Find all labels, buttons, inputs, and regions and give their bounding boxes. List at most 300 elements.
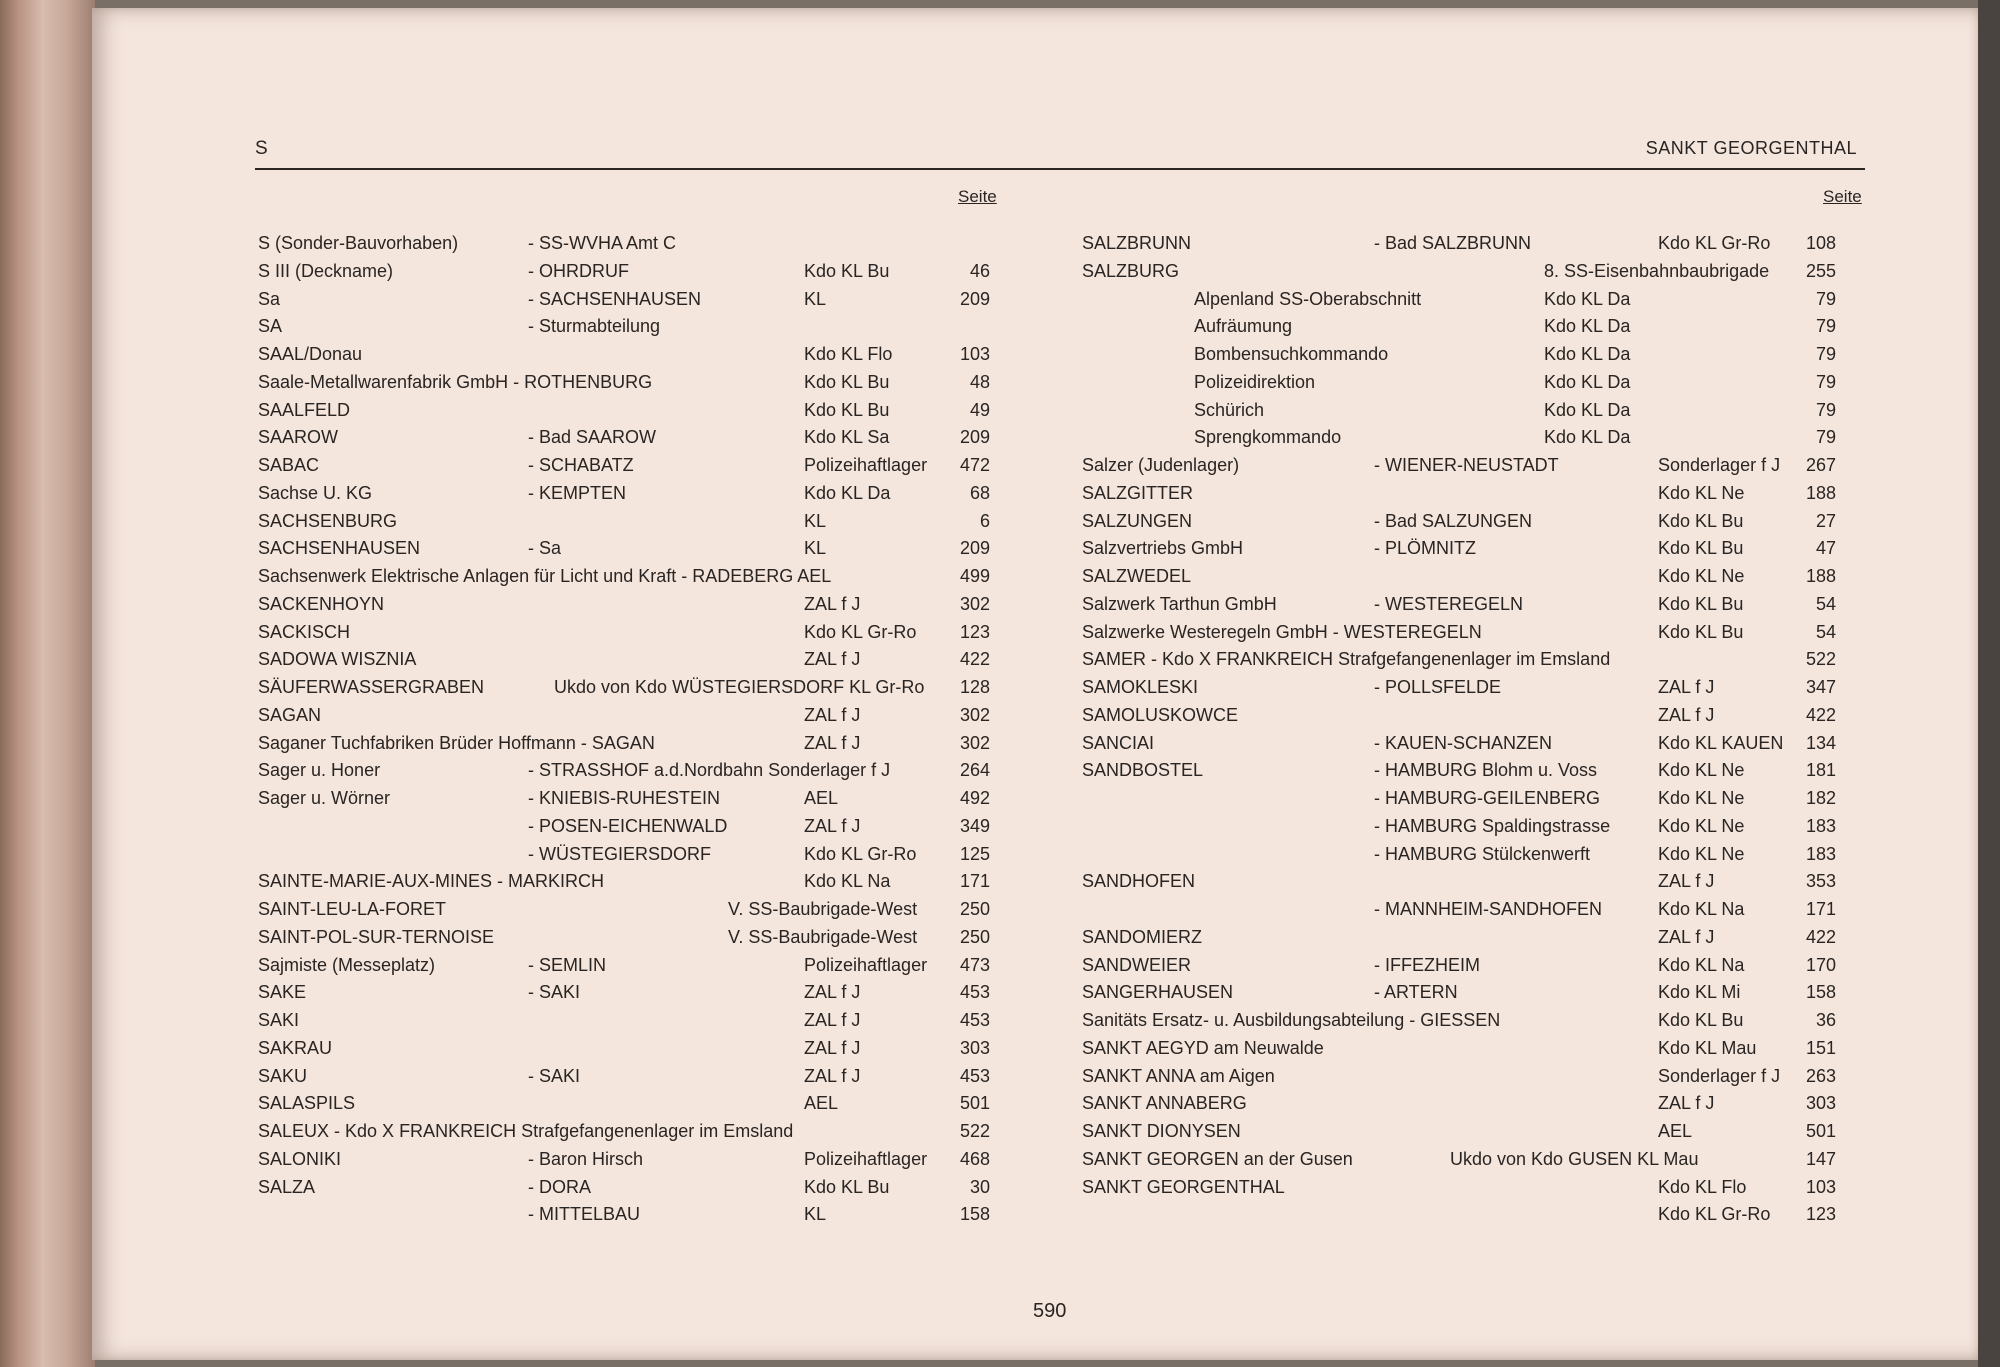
entry-page: 453 bbox=[959, 1010, 990, 1030]
entry-name: Sanitäts Ersatz- u. Ausbildungsabteilung - GIESSEN bbox=[1082, 1010, 1501, 1030]
index-entry bbox=[258, 1093, 1018, 1121]
entry-unit: KL bbox=[804, 510, 827, 531]
index-entry bbox=[258, 1204, 1018, 1232]
entry-name: SALZUNGEN bbox=[1082, 510, 1193, 531]
index-entry bbox=[258, 927, 1018, 955]
entry-page: 68 bbox=[969, 482, 990, 503]
index-entry bbox=[1082, 927, 1882, 955]
index-entry bbox=[1082, 733, 1882, 761]
entry-page: 103 bbox=[1805, 1176, 1836, 1197]
index-entry bbox=[258, 1066, 1018, 1094]
entry-unit: ZAL f J bbox=[1658, 1093, 1715, 1114]
entry-page: 209 bbox=[959, 288, 990, 309]
entry-name: SANKT AEGYD am Neuwalde bbox=[1082, 1037, 1324, 1058]
entry-name: Sa bbox=[258, 288, 281, 309]
index-entry bbox=[1082, 871, 1882, 899]
entry-name: Saale-Metallwarenfabrik GmbH - ROTHENBURG bbox=[258, 371, 653, 392]
entry-name: SACKISCH bbox=[258, 621, 351, 642]
entry-name: SAINTE-MARIE-AUX-MINES - MARKIRCH bbox=[258, 871, 605, 892]
entry-unit: Kdo KL Da bbox=[804, 482, 891, 503]
entry-name: SAALFELD bbox=[258, 399, 351, 420]
index-entry bbox=[258, 594, 1018, 622]
entry-place: - WIENER-NEUSTADT bbox=[1374, 455, 1559, 475]
page-right-edge bbox=[1978, 0, 2000, 1367]
entry-name: Salzwerke Westeregeln GmbH - WESTEREGELN bbox=[1082, 621, 1482, 642]
seite-label-right: Seite bbox=[1823, 187, 1862, 206]
entry-unit: AEL bbox=[804, 1093, 839, 1114]
entry-name: SANKT GEORGEN an der Gusen bbox=[1082, 1148, 1353, 1169]
entry-unit: Kdo KL Bu bbox=[804, 371, 890, 392]
entry-name: SABAC bbox=[258, 455, 320, 475]
entry-page: 422 bbox=[1805, 926, 1836, 947]
entry-page: 170 bbox=[1805, 954, 1836, 975]
entry-page: 147 bbox=[1805, 1148, 1836, 1169]
index-entry bbox=[1082, 483, 1882, 511]
entry-unit: V. SS-Baubrigade-West bbox=[728, 899, 918, 919]
index-entry bbox=[1082, 899, 1882, 927]
entry-name: Sachsenwerk Elektrische Anlagen für Licht und Kraft - RADEBERG AEL bbox=[258, 566, 832, 586]
entry-name: SAMER - Kdo X FRANKREICH Strafgefangenenlager im Emsland bbox=[1082, 649, 1611, 670]
entry-unit: Sonderlager f J bbox=[1658, 1065, 1781, 1086]
entry-page: 183 bbox=[1805, 843, 1836, 864]
entry-place: - POSEN-EICHENWALD bbox=[528, 815, 728, 836]
index-entry bbox=[258, 622, 1018, 650]
running-header-letter: S bbox=[255, 138, 268, 159]
entry-place: - Sturmabteilung bbox=[528, 316, 661, 337]
index-entry bbox=[258, 871, 1018, 899]
right-index-column bbox=[1082, 233, 1882, 1232]
entry-name: Salzwerk Tarthun GmbH bbox=[1082, 593, 1277, 614]
entry-unit: Polizeihaftlager bbox=[804, 954, 928, 975]
entry-page: 209 bbox=[959, 427, 990, 448]
entry-place: - MANNHEIM-SANDHOFEN bbox=[1374, 899, 1602, 919]
entry-page: 123 bbox=[959, 621, 990, 642]
entry-name: SALASPILS bbox=[258, 1093, 356, 1114]
entry-place: - POLLSFELDE bbox=[1374, 677, 1502, 697]
index-entry bbox=[1082, 649, 1882, 677]
entry-place: Bombensuchkommando bbox=[1194, 344, 1389, 364]
entry-unit: Kdo KL Bu bbox=[1658, 538, 1744, 559]
entry-name: SANDHOFEN bbox=[1082, 871, 1196, 892]
seite-label-left: Seite bbox=[958, 187, 997, 206]
entry-page: 181 bbox=[1805, 760, 1836, 781]
entry-unit: Kdo KL Bu bbox=[1658, 593, 1744, 614]
entry-unit: Kdo KL Flo bbox=[804, 344, 893, 364]
entry-name: Sager u. Wörner bbox=[258, 788, 391, 808]
entry-name: SANDWEIER bbox=[1082, 954, 1192, 975]
entry-page: 103 bbox=[959, 344, 990, 364]
index-entry bbox=[258, 455, 1018, 483]
entry-name: Sajmiste (Messeplatz) bbox=[258, 954, 436, 975]
entry-page: 347 bbox=[1805, 677, 1836, 697]
entry-place: Aufräumung bbox=[1194, 316, 1293, 337]
entry-unit: ZAL f J bbox=[804, 732, 861, 753]
entry-place: - DORA bbox=[528, 1176, 591, 1197]
entry-name: SACHSENBURG bbox=[258, 510, 398, 531]
entry-page: 54 bbox=[1815, 593, 1836, 614]
index-entry bbox=[258, 372, 1018, 400]
entry-page: 468 bbox=[959, 1148, 990, 1169]
entry-place: - SCHABATZ bbox=[528, 455, 634, 475]
index-entry bbox=[258, 261, 1018, 289]
entry-name: SAKU bbox=[258, 1065, 308, 1086]
entry-page: 171 bbox=[1805, 899, 1836, 919]
entry-unit: KL bbox=[804, 538, 827, 559]
entry-page: 302 bbox=[959, 704, 990, 725]
entry-page: 30 bbox=[969, 1176, 990, 1197]
entry-unit: Kdo KL Ne bbox=[1658, 760, 1745, 781]
index-entry bbox=[258, 538, 1018, 566]
entry-place: Schürich bbox=[1194, 399, 1265, 420]
index-entry bbox=[1082, 955, 1882, 983]
entry-name: Sager u. Honer bbox=[258, 760, 381, 781]
entry-unit: KL bbox=[804, 288, 827, 309]
entry-place: - PLÖMNITZ bbox=[1374, 538, 1476, 559]
entry-place: Polizeidirektion bbox=[1194, 371, 1316, 392]
index-entry bbox=[1082, 594, 1882, 622]
entry-page: 473 bbox=[959, 954, 990, 975]
entry-page: 263 bbox=[1805, 1065, 1836, 1086]
entry-page: 422 bbox=[1805, 704, 1836, 725]
entry-name: SA bbox=[258, 316, 283, 337]
index-entry bbox=[258, 1010, 1018, 1038]
entry-name: SANGERHAUSEN bbox=[1082, 982, 1234, 1003]
index-entry bbox=[1082, 1177, 1882, 1205]
entry-page: 499 bbox=[959, 566, 990, 586]
entry-page: 171 bbox=[959, 871, 990, 892]
entry-unit: Kdo KL Da bbox=[1544, 316, 1631, 337]
entry-name: SADOWA WISZNIA bbox=[258, 649, 417, 670]
entry-page: 255 bbox=[1805, 260, 1836, 281]
entry-unit: ZAL f J bbox=[804, 982, 861, 1003]
index-entry bbox=[258, 788, 1018, 816]
index-entry bbox=[258, 816, 1018, 844]
entry-name: SANDBOSTEL bbox=[1082, 760, 1204, 781]
entry-page: 501 bbox=[1805, 1121, 1836, 1141]
entry-place: - SS-WVHA Amt C bbox=[528, 233, 677, 253]
entry-page: 353 bbox=[1805, 871, 1836, 892]
entry-unit: Ukdo von Kdo WÜSTEGIERSDORF KL Gr-Ro bbox=[554, 677, 925, 697]
entry-page: 128 bbox=[959, 677, 990, 697]
entry-page: 349 bbox=[959, 815, 990, 836]
entry-name: SALZBRUNN bbox=[1082, 233, 1192, 253]
entry-unit: KL bbox=[804, 1204, 827, 1225]
index-entry bbox=[258, 344, 1018, 372]
entry-unit: Kdo KL Gr-Ro bbox=[1658, 233, 1771, 253]
entry-unit: ZAL f J bbox=[804, 815, 861, 836]
header-rule bbox=[255, 168, 1865, 170]
index-entry bbox=[1082, 1066, 1882, 1094]
entry-unit: Kdo KL Mi bbox=[1658, 982, 1741, 1003]
entry-place: - WESTEREGELN bbox=[1374, 593, 1524, 614]
index-entry bbox=[1082, 289, 1882, 317]
entry-unit: ZAL f J bbox=[1658, 677, 1715, 697]
entry-name: SAMOLUSKOWCE bbox=[1082, 704, 1239, 725]
entry-place: - MITTELBAU bbox=[528, 1204, 641, 1225]
book-edge bbox=[0, 0, 95, 1367]
entry-name: SACHSENHAUSEN bbox=[258, 538, 421, 559]
index-entry bbox=[1082, 1204, 1882, 1232]
entry-page: 188 bbox=[1805, 482, 1836, 503]
index-entry bbox=[1082, 1010, 1882, 1038]
entry-name: SALZWEDEL bbox=[1082, 566, 1192, 586]
entry-name: SANCIAI bbox=[1082, 732, 1155, 753]
index-entry bbox=[1082, 233, 1882, 261]
entry-page: 134 bbox=[1805, 732, 1836, 753]
entry-unit: Kdo KL Ne bbox=[1658, 566, 1745, 586]
entry-name: SAMOKLESKI bbox=[1082, 677, 1199, 697]
entry-page: 6 bbox=[979, 510, 990, 531]
entry-name: Saganer Tuchfabriken Brüder Hoffmann - SAGAN bbox=[258, 732, 655, 753]
entry-unit: Kdo KL Flo bbox=[1658, 1176, 1747, 1197]
entry-name: SAGAN bbox=[258, 704, 322, 725]
entry-unit: Kdo KL Ne bbox=[1658, 815, 1745, 836]
index-entry bbox=[258, 733, 1018, 761]
entry-unit: Kdo KL Da bbox=[1544, 427, 1631, 448]
entry-name: SANKT DIONYSEN bbox=[1082, 1121, 1241, 1141]
entry-page: 302 bbox=[959, 732, 990, 753]
entry-page: 48 bbox=[969, 371, 990, 392]
entry-place: - HAMBURG-GEILENBERG bbox=[1374, 788, 1601, 808]
index-entry bbox=[258, 677, 1018, 705]
entry-unit: Kdo KL Sa bbox=[804, 427, 890, 448]
index-entry bbox=[1082, 844, 1882, 872]
entry-place: - Baron Hirsch bbox=[528, 1148, 644, 1169]
entry-name: SAINT-POL-SUR-TERNOISE bbox=[258, 926, 495, 947]
index-entry bbox=[258, 511, 1018, 539]
entry-name: SAINT-LEU-LA-FORET bbox=[258, 899, 447, 919]
entry-place: - Bad SALZBRUNN bbox=[1374, 233, 1532, 253]
index-entry bbox=[258, 427, 1018, 455]
entry-unit: Kdo KL KAUEN bbox=[1658, 732, 1784, 753]
entry-page: 47 bbox=[1815, 538, 1836, 559]
entry-unit: ZAL f J bbox=[804, 1065, 861, 1086]
entry-page: 250 bbox=[959, 926, 990, 947]
entry-place: Sprengkommando bbox=[1194, 427, 1342, 448]
entry-page: 54 bbox=[1815, 621, 1836, 642]
entry-page: 123 bbox=[1805, 1204, 1836, 1225]
entry-place: - Bad SALZUNGEN bbox=[1374, 510, 1533, 531]
entry-place: - KAUEN-SCHANZEN bbox=[1374, 732, 1553, 753]
entry-place: - SAKI bbox=[528, 982, 581, 1003]
index-entry bbox=[1082, 1093, 1882, 1121]
index-entry bbox=[258, 289, 1018, 317]
index-entry bbox=[258, 899, 1018, 927]
index-entry bbox=[1082, 788, 1882, 816]
entry-place: Alpenland SS-Oberabschnitt bbox=[1194, 288, 1422, 309]
index-entry bbox=[258, 316, 1018, 344]
entry-unit: Kdo KL Ne bbox=[1658, 482, 1745, 503]
index-entry bbox=[1082, 261, 1882, 289]
entry-name: SALZGITTER bbox=[1082, 482, 1194, 503]
entry-page: 79 bbox=[1815, 344, 1836, 364]
entry-page: 46 bbox=[969, 260, 990, 281]
entry-unit: Sonderlager f J bbox=[1658, 455, 1781, 475]
entry-name: SALEUX - Kdo X FRANKREICH Strafgefangenenlager im Emsland bbox=[258, 1121, 794, 1141]
index-entry bbox=[258, 233, 1018, 261]
entry-name: SALZBURG bbox=[1082, 260, 1180, 281]
entry-page: 79 bbox=[1815, 288, 1836, 309]
entry-unit: V. SS-Baubrigade-West bbox=[728, 926, 918, 947]
entry-name: S III (Deckname) bbox=[258, 260, 394, 281]
entry-unit: Polizeihaftlager bbox=[804, 1148, 928, 1169]
entry-page: 79 bbox=[1815, 399, 1836, 420]
entry-place: - IFFEZHEIM bbox=[1374, 954, 1480, 975]
entry-unit: Polizeihaftlager bbox=[804, 455, 928, 475]
entry-page: 158 bbox=[1805, 982, 1836, 1003]
entry-name: Salzvertriebs GmbH bbox=[1082, 538, 1244, 559]
entry-page: 79 bbox=[1815, 316, 1836, 337]
entry-page: 108 bbox=[1805, 233, 1836, 253]
entry-page: 522 bbox=[1805, 649, 1836, 670]
entry-name: SACKENHOYN bbox=[258, 593, 385, 614]
index-entry bbox=[1082, 566, 1882, 594]
entry-name: SANKT ANNA am Aigen bbox=[1082, 1065, 1275, 1086]
entry-name: SAKRAU bbox=[258, 1037, 333, 1058]
page-number: 590 bbox=[1033, 1300, 1067, 1322]
index-entry bbox=[1082, 622, 1882, 650]
entry-name: S (Sonder-Bauvorhaben) bbox=[258, 233, 459, 253]
index-entry bbox=[258, 705, 1018, 733]
entry-unit: Kdo KL Bu bbox=[804, 1176, 890, 1197]
index-entry bbox=[258, 1177, 1018, 1205]
index-entry bbox=[1082, 400, 1882, 428]
entry-page: 302 bbox=[959, 593, 990, 614]
index-entry bbox=[1082, 511, 1882, 539]
entry-unit: ZAL f J bbox=[804, 1037, 861, 1058]
index-entry bbox=[1082, 455, 1882, 483]
entry-unit: ZAL f J bbox=[804, 593, 861, 614]
entry-unit: Kdo KL Da bbox=[1544, 288, 1631, 309]
entry-page: 49 bbox=[969, 399, 990, 420]
index-entry bbox=[1082, 760, 1882, 788]
entry-unit: Kdo KL Bu bbox=[1658, 510, 1744, 531]
entry-unit: ZAL f J bbox=[804, 1010, 861, 1030]
entry-unit: Kdo KL Da bbox=[1544, 344, 1631, 364]
index-entry bbox=[258, 955, 1018, 983]
entry-page: 303 bbox=[959, 1037, 990, 1058]
entry-page: 36 bbox=[1815, 1010, 1836, 1030]
entry-unit: AEL bbox=[1658, 1121, 1693, 1141]
entry-place: - HAMBURG Stülckenwerft bbox=[1374, 843, 1591, 864]
entry-unit: ZAL f J bbox=[804, 704, 861, 725]
index-entry bbox=[1082, 816, 1882, 844]
entry-place: - HAMBURG Spaldingstrasse bbox=[1374, 815, 1611, 836]
entry-place: - OHRDRUF bbox=[528, 260, 629, 281]
index-entry bbox=[258, 566, 1018, 594]
entry-place: - Bad SAAROW bbox=[528, 427, 657, 448]
entry-page: 158 bbox=[959, 1204, 990, 1225]
entry-unit: Kdo KL Ne bbox=[1658, 788, 1745, 808]
entry-page: 183 bbox=[1805, 815, 1836, 836]
entry-page: 151 bbox=[1805, 1037, 1836, 1058]
entry-page: 522 bbox=[959, 1121, 990, 1141]
left-index-column bbox=[258, 233, 1018, 1232]
entry-unit: Kdo KL Gr-Ro bbox=[804, 843, 917, 864]
index-entry bbox=[258, 1038, 1018, 1066]
entry-unit: Kdo KL Na bbox=[1658, 954, 1745, 975]
entry-unit: ZAL f J bbox=[804, 649, 861, 670]
entry-name: SANDOMIERZ bbox=[1082, 926, 1203, 947]
entry-name: SÄUFERWASSERGRABEN bbox=[258, 677, 485, 697]
index-entry bbox=[1082, 1038, 1882, 1066]
entry-page: 453 bbox=[959, 982, 990, 1003]
entry-place: - KNIEBIS-RUHESTEIN bbox=[528, 788, 721, 808]
entry-place: - ARTERN bbox=[1374, 982, 1458, 1003]
entry-unit: Ukdo von Kdo GUSEN KL Mau bbox=[1450, 1148, 1699, 1169]
entry-page: 188 bbox=[1805, 566, 1836, 586]
entry-unit: Kdo KL Na bbox=[1658, 899, 1745, 919]
entry-place: - Sa bbox=[528, 538, 562, 559]
index-entry bbox=[258, 400, 1018, 428]
entry-place: - SACHSENHAUSEN bbox=[528, 288, 702, 309]
entry-page: 182 bbox=[1805, 788, 1836, 808]
running-header-title: SANKT GEORGENTHAL bbox=[1645, 138, 1857, 158]
entry-name: SAKE bbox=[258, 982, 307, 1003]
entry-page: 303 bbox=[1805, 1093, 1836, 1114]
index-entry bbox=[258, 483, 1018, 511]
entry-place: - SAKI bbox=[528, 1065, 581, 1086]
entry-name: Sachse U. KG bbox=[258, 482, 373, 503]
entry-page: 453 bbox=[959, 1065, 990, 1086]
entry-place: - WÜSTEGIERSDORF bbox=[528, 843, 711, 864]
entry-unit: Kdo KL Bu bbox=[804, 399, 890, 420]
entry-page: 501 bbox=[959, 1093, 990, 1114]
entry-name: Salzer (Judenlager) bbox=[1082, 455, 1240, 475]
entry-unit: Kdo KL Bu bbox=[804, 260, 890, 281]
entry-name: SALONIKI bbox=[258, 1148, 342, 1169]
index-entry bbox=[1082, 538, 1882, 566]
entry-unit: AEL bbox=[804, 788, 839, 808]
index-entry bbox=[1082, 344, 1882, 372]
entry-name: SANKT ANNABERG bbox=[1082, 1093, 1247, 1114]
entry-unit: Kdo KL Mau bbox=[1658, 1037, 1757, 1058]
entry-place: - KEMPTEN bbox=[528, 482, 627, 503]
entry-name: SAAL/Donau bbox=[258, 344, 363, 364]
entry-page: 422 bbox=[959, 649, 990, 670]
entry-page: 209 bbox=[959, 538, 990, 559]
entry-page: 264 bbox=[959, 760, 990, 781]
entry-unit: Kdo KL Na bbox=[804, 871, 891, 892]
entry-place: - STRASSHOF a.d.Nordbahn Sonderlager f J bbox=[528, 760, 891, 781]
index-entry bbox=[258, 1149, 1018, 1177]
entry-unit: Kdo KL Bu bbox=[1658, 621, 1744, 642]
entry-page: 472 bbox=[959, 455, 990, 475]
entry-page: 250 bbox=[959, 899, 990, 919]
entry-unit: Kdo KL Da bbox=[1544, 399, 1631, 420]
entry-unit: ZAL f J bbox=[1658, 926, 1715, 947]
entry-unit: ZAL f J bbox=[1658, 704, 1715, 725]
entry-unit: Kdo KL Bu bbox=[1658, 1010, 1744, 1030]
entry-page: 267 bbox=[1805, 455, 1836, 475]
index-entry bbox=[1082, 982, 1882, 1010]
index-entry bbox=[1082, 1149, 1882, 1177]
index-entry bbox=[258, 1121, 1018, 1149]
index-entry bbox=[1082, 1121, 1882, 1149]
entry-unit: 8. SS-Eisenbahnbaubrigade bbox=[1544, 260, 1770, 281]
index-entry bbox=[258, 844, 1018, 872]
entry-unit: Kdo KL Gr-Ro bbox=[1658, 1204, 1771, 1225]
entry-page: 79 bbox=[1815, 427, 1836, 448]
index-entry bbox=[1082, 372, 1882, 400]
index-entry bbox=[258, 760, 1018, 788]
entry-page: 125 bbox=[959, 843, 990, 864]
entry-page: 79 bbox=[1815, 371, 1836, 392]
entry-unit: Kdo KL Da bbox=[1544, 371, 1631, 392]
entry-name: SANKT GEORGENTHAL bbox=[1082, 1176, 1285, 1197]
index-entry bbox=[258, 649, 1018, 677]
entry-place: - HAMBURG Blohm u. Voss bbox=[1374, 760, 1598, 781]
